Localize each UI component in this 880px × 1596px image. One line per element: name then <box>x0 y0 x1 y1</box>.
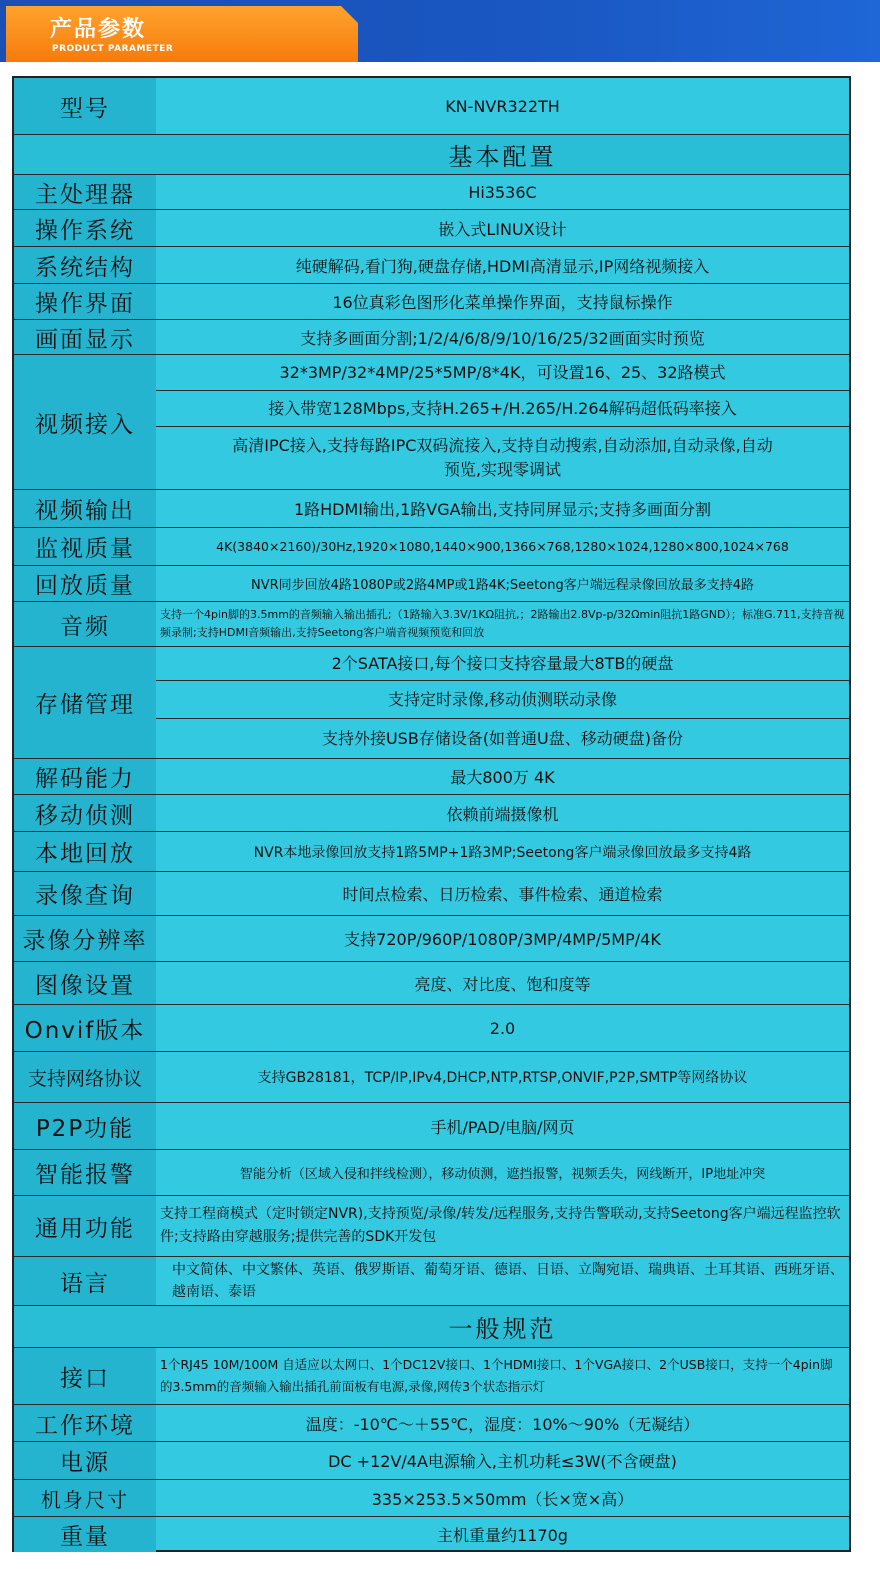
spec-label: 音频 <box>14 602 156 646</box>
spec-label: 监视质量 <box>14 528 156 565</box>
spec-value: 最大800万 4K <box>450 768 555 787</box>
section-general <box>14 1306 849 1348</box>
spec-row-ui <box>14 284 849 320</box>
spec-row-playback-quality <box>14 566 849 602</box>
spec-label: 录像查询 <box>14 872 156 915</box>
section-title: 一般规范 <box>448 1315 557 1343</box>
spec-label: 视频输出 <box>14 490 156 527</box>
spec-subline: 支持外接USB存储设备(如普通U盘、移动硬盘)备份 <box>321 728 684 748</box>
spec-value: 4K(3840×2160)/30Hz,1920×1080,1440×900,1366×768,1280×1024,1280×800,1024×768 <box>216 539 789 554</box>
spec-value: 支持工程商模式（定时锁定NVR),支持预览/录像/转发/远程服务,支持告警联动,支持Seetong客户端远程监控软件;支持路由穿越服务;提供完善的SDK开发包 <box>160 1206 841 1245</box>
spec-row-weight <box>14 1517 849 1552</box>
spec-value: 16位真彩色图形化菜单操作界面，支持鼠标操作 <box>332 293 673 312</box>
spec-subline: 32*3MP/32*4MP/25*5MP/8*4K，可设置16、25、32路模式 <box>156 355 849 391</box>
spec-subline: 支持定时录像,移动侦测联动录像 <box>156 681 849 719</box>
spec-label: 主处理器 <box>14 175 156 209</box>
spec-label: 智能报警 <box>14 1150 156 1195</box>
spec-value: NVR本地录像回放支持1路5MP+1路3MP;Seetong客户端录像回放最多支持4路 <box>253 844 752 861</box>
spec-label: 重量 <box>14 1517 156 1552</box>
spec-label: P2P功能 <box>14 1103 156 1149</box>
spec-label: 解码能力 <box>14 759 156 794</box>
spec-value: 依赖前端摄像机 <box>446 804 559 824</box>
spec-label: 操作系统 <box>14 210 156 246</box>
spec-label: 电源 <box>14 1442 156 1479</box>
spec-label: 机身尺寸 <box>14 1480 156 1516</box>
spec-row-protocols <box>14 1052 849 1103</box>
spec-row-cpu <box>14 175 849 210</box>
spec-row-display <box>14 320 849 355</box>
spec-value: 中文简体、中文繁体、英语、俄罗斯语、葡萄牙语、德语、日语、立陶宛语、瑞典语、土耳其语、西班牙语、越南语、泰语 <box>172 1262 844 1300</box>
spec-row-alarm <box>14 1150 849 1196</box>
spec-value: 支持GB28181，TCP/IP,IPv4,DHCP,NTP,RTSP,ONVIF,P2P,SMTP等网络协议 <box>257 1070 748 1086</box>
spec-label: 语言 <box>14 1257 156 1305</box>
spec-row-decode <box>14 759 849 795</box>
spec-value: 嵌入式LINUX设计 <box>438 219 567 239</box>
spec-row-video-in <box>14 355 849 490</box>
section-title: 基本配置 <box>448 143 557 171</box>
spec-label: 支持网络协议 <box>14 1052 156 1102</box>
spec-row-image <box>14 962 849 1005</box>
spec-label: 型号 <box>14 78 156 134</box>
spec-row-general-func <box>14 1196 849 1257</box>
section-basic <box>14 135 849 175</box>
spec-value: 主机重量约1170g <box>437 1526 568 1545</box>
spec-value: 亮度、对比度、饱和度等 <box>414 974 591 994</box>
spec-value: 支持一个4pin脚的3.5mm的音频输入输出插孔;（1路输入3.3V/1KΩ阻抗,；2路输出2.8Vp-p/32Ωmin阻抗1路GND）；标准G.711,支持音视频录制;支持HDMI音频输出,支持Seetong客户端音视频预览和回放 <box>160 608 845 639</box>
spec-subline: 2个SATA接口,每个接口支持容量最大8TB的硬盘 <box>156 647 849 681</box>
spec-value-group <box>156 355 849 489</box>
spec-value: 1个RJ45 10M/100M 自适应以太网口、1个DC12V接口、1个HDMI接口、1个VGA接口、2个USB接口，支持一个4pin脚的3.5mm的音频输入输出插孔前面板有电源,录像,网传3个状态指示灯 <box>160 1357 833 1394</box>
spec-label: 移动侦测 <box>14 795 156 831</box>
spec-row-p2p <box>14 1103 849 1150</box>
spec-value: 支持720P/960P/1080P/3MP/4MP/5MP/4K <box>344 930 661 949</box>
spec-label: 存储管理 <box>14 647 156 758</box>
spec-table <box>12 76 851 1552</box>
spec-label: 操作界面 <box>14 284 156 319</box>
spec-value: 温度：-10℃～＋55℃，湿度：10%～90%（无凝结） <box>305 1414 700 1434</box>
spec-row-size <box>14 1480 849 1517</box>
spec-label: 通用功能 <box>14 1196 156 1256</box>
spec-label: Onvif版本 <box>14 1005 156 1051</box>
spec-value: 支持多画面分割;1/2/4/6/8/9/10/16/25/32画面实时预览 <box>300 328 705 348</box>
spec-label: 工作环境 <box>14 1405 156 1441</box>
spec-row-language <box>14 1257 849 1306</box>
spec-value: KN-NVR322TH <box>445 96 560 116</box>
spec-label: 回放质量 <box>14 566 156 601</box>
spec-value: 纯硬解码,看门狗,硬盘存储,HDMI高清显示,IP网络视频接入 <box>295 256 710 276</box>
spec-subline: 高清IPC接入,支持每路IPC双码流接入,支持自动搜索,自动添加,自动录像,自动预览,实现零调试 <box>232 436 773 479</box>
spec-subline: 接入带宽128Mbps,支持H.265+/H.265/H.264解码超低码率接入 <box>156 391 849 427</box>
spec-label: 录像分辨率 <box>14 916 156 961</box>
spec-row-monitor-quality <box>14 528 849 566</box>
spec-row-onvif <box>14 1005 849 1052</box>
spec-label: 系统结构 <box>14 247 156 283</box>
spec-value: 335×253.5×50mm（长×宽×高） <box>371 1489 634 1509</box>
spec-value: 手机/PAD/电脑/网页 <box>430 1117 575 1137</box>
spec-label: 画面显示 <box>14 320 156 354</box>
spec-label: 图像设置 <box>14 962 156 1004</box>
spec-label: 本地回放 <box>14 832 156 871</box>
spec-row-motion <box>14 795 849 832</box>
spec-row-os <box>14 210 849 247</box>
spec-value-group <box>156 647 849 758</box>
spec-row-local-playback <box>14 832 849 872</box>
spec-row-storage <box>14 647 849 759</box>
spec-value: DC +12V/4A电源输入,主机功耗≤3W(不含硬盘) <box>328 1452 677 1471</box>
spec-row-audio <box>14 602 849 647</box>
spec-value: Hi3536C <box>468 182 537 202</box>
spec-row-interface <box>14 1348 849 1405</box>
spec-row-record-res <box>14 916 849 962</box>
banner-subtitle: PRODUCT PARAMETER <box>52 44 174 54</box>
spec-row-model <box>14 78 849 135</box>
spec-row-power <box>14 1442 849 1480</box>
spec-label: 视频接入 <box>14 355 156 489</box>
banner-title: 产品参数 <box>50 17 147 42</box>
spec-row-arch <box>14 247 849 284</box>
spec-row-record-search <box>14 872 849 916</box>
spec-value: 智能分析（区域入侵和拌线检测），移动侦测，遮挡报警，视频丢失，网线断开，IP地址冲突 <box>239 1167 766 1182</box>
spec-value: 时间点检索、日历检索、事件检索、通道检索 <box>342 885 663 904</box>
spec-row-video-out <box>14 490 849 528</box>
spec-label: 接口 <box>14 1348 156 1404</box>
spec-value: NVR同步回放4路1080P或2路4MP或1路4K;Seetong客户端远程录像回放最多支持4路 <box>251 578 754 593</box>
header-banner <box>0 0 880 62</box>
spec-value: 2.0 <box>489 1018 516 1038</box>
spec-value: 1路HDMI输出,1路VGA输出,支持同屏显示;支持多画面分割 <box>293 500 712 519</box>
spec-row-env <box>14 1405 849 1442</box>
